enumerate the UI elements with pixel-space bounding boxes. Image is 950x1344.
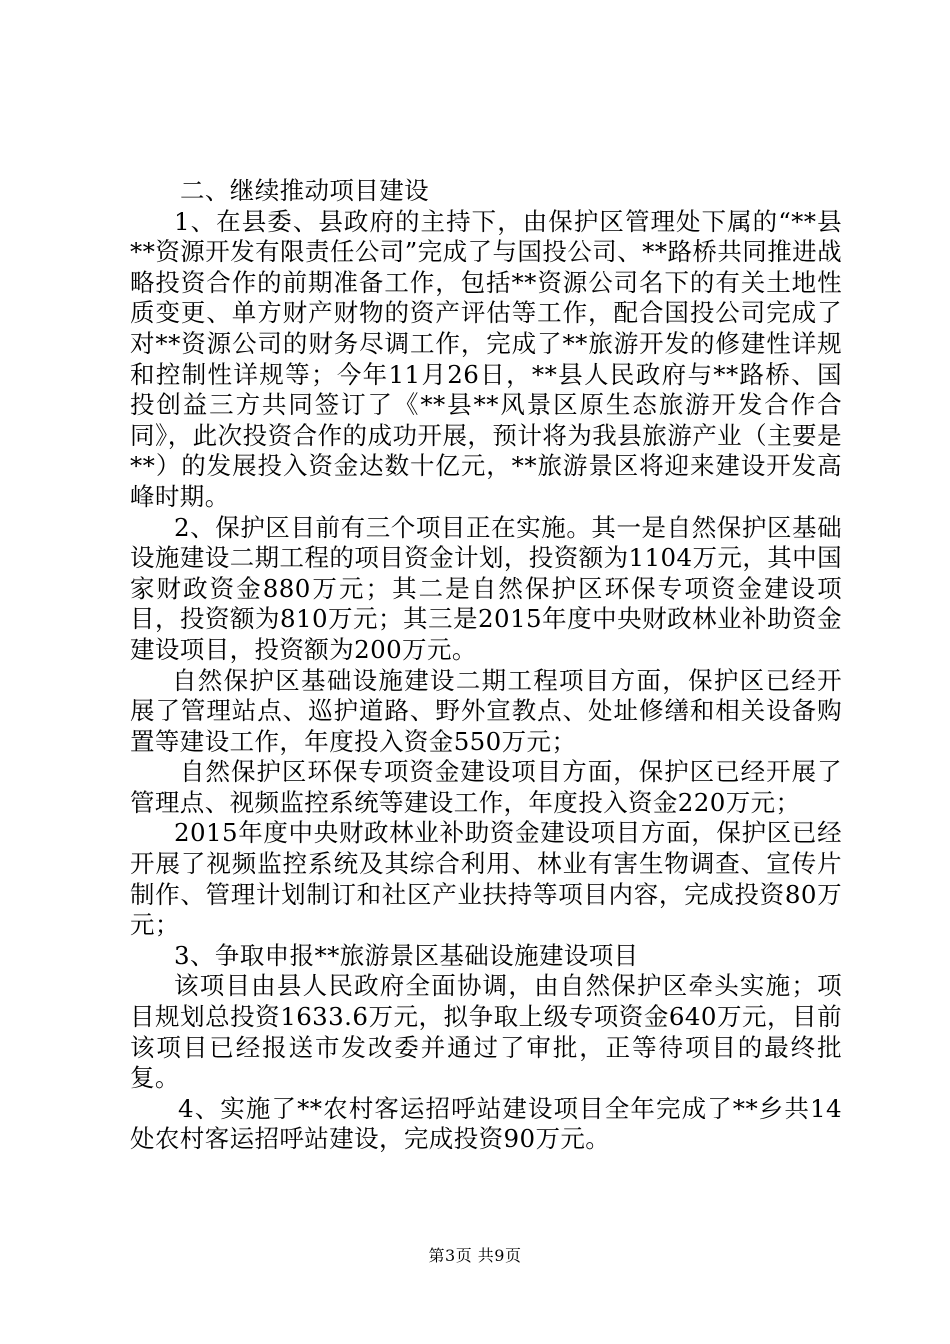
paragraph-7: 该项目由县人民政府全面协调，由自然保护区牵头实施；项目规划总投资1633.6万元，拟争取上级专项资金640万元，目前该项目已经报送市发改委并通过了审批，正等待项目的最终批复。	[130, 971, 842, 1093]
paragraph-8: 4、实施了**农村客运招呼站建设项目全年完成了**乡共14处农村客运招呼站建设，完成投资90万元。	[130, 1093, 842, 1154]
paragraph-4: 自然保护区环保专项资金建设项目方面，保护区已经开展了管理点、视频监控系统等建设工作，年度投入资金220万元；	[130, 757, 842, 817]
page-footer	[0, 1246, 950, 1266]
page-number-label: 第3页 共9页	[428, 1246, 522, 1265]
paragraph-3: 自然保护区基础设施建设二期工程项目方面，保护区已经开展了管理站点、巡护道路、野外宣教点、处址修缮和相关设备购置等建设工作，年度投入资金550万元；	[130, 665, 842, 756]
section-heading: 二、继续推动项目建设	[180, 176, 429, 205]
paragraph-5: 2015年度中央财政林业补助资金建设项目方面，保护区已经开展了视频监控系统及其综合利用、林业有害生物调查、宣传片制作、管理计划制订和社区产业扶持等项目内容，完成投资80万元；	[130, 818, 842, 940]
paragraph-2: 2、保护区目前有三个项目正在实施。其一是自然保护区基础设施建设二期工程的项目资金计划，投资额为1104万元，其中国家财政资金880万元；其二是自然保护区环保专项资金建设项目，投资额为810万元；其三是2015年度中央财政林业补助资金建设项目，投资额为200万元。	[130, 512, 842, 664]
paragraph-6: 3、争取申报**旅游景区基础设施建设项目	[174, 940, 639, 970]
document-body	[130, 176, 842, 1155]
paragraph-1: 1、在县委、县政府的主持下，由保护区管理处下属的“**县**资源开发有限责任公司”完成了与国投公司、**路桥共同推进战略投资合作的前期准备工作，包括**资源公司名下的有关土地性质变更、单方财产财物的资产评估等工作，配合国投公司完成了对**资源公司的财务尽调工作，完成了**旅游开发的修建性详规和控制性详规等；今年11月26日，**县人民政府与**路桥、国投创益三方共同签订了《**县**风景区原生态旅游开发合作合同》，此次投资合作的成功开展，预计将为我县旅游产业（主要是**）的发展投入资金达数十亿元，**旅游景区将迎来建设开发高峰时期。	[130, 206, 842, 511]
